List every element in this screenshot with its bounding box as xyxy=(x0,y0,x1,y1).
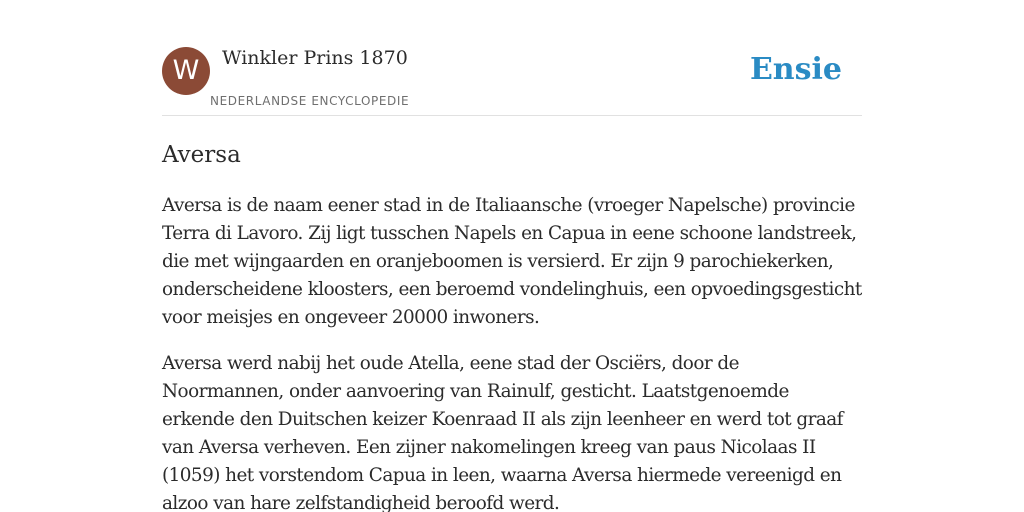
entry-paragraph: Aversa werd nabij het oude Atella, eene stad der Osciërs, door de Noormannen, onder aanvoering van Rainulf, gesticht. Laatstgenoemde erkende den Duitschen keizer Koenraad II als zijn leenheer en werd tot graaf van Aversa verheven. Een zijner nakomelingen kreeg van paus Nicolaas II (1059) het vorstendom Capua in leen, waarna Aversa hiermede vereenigd en alzoo van hare zelfstandigheid beroofd werd. xyxy=(162,353,843,512)
header-divider xyxy=(162,115,862,116)
book-title[interactable]: Winkler Prins 1870 xyxy=(222,47,408,69)
book-subtitle: NEDERLANDSE ENCYCLOPEDIE xyxy=(210,94,410,108)
entry-body xyxy=(162,192,862,512)
book-avatar: W xyxy=(162,47,210,95)
entry-title: Aversa xyxy=(162,142,241,168)
ensie-logo[interactable]: Ensie xyxy=(749,52,842,87)
entry-paragraph: Aversa is de naam eener stad in de Italiaansche (vroeger Napelsche) provincie Terra di Lavoro. Zij ligt tusschen Napels en Capua in eene schoone landstreek, die met wijngaarden en oranjeboomen is versierd. Er zijn 9 parochiekerken, onderscheidene kloosters, een beroemd vondelinghuis, een opvoedingsgesticht voor meisjes en ongeveer 20000 inwoners. xyxy=(162,195,862,328)
